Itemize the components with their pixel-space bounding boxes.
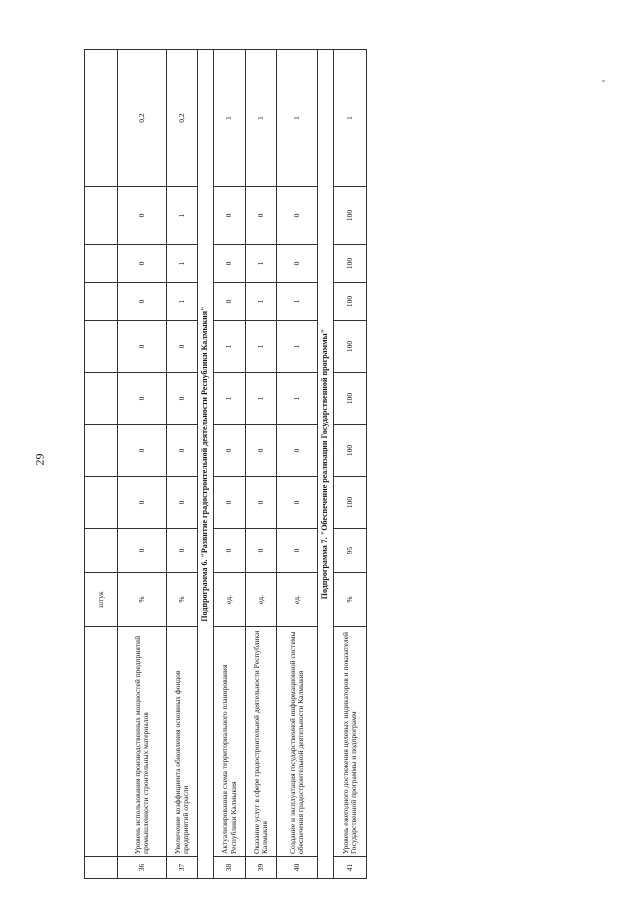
value-cell: 0 xyxy=(214,477,246,529)
unit-cell: ед. xyxy=(214,573,246,627)
subprogram-7-heading: Подпрограмма 7. "Обеспечение реализации Государственной программы" xyxy=(318,50,334,879)
value-cell: 1 xyxy=(246,321,277,373)
value-cell: 0 xyxy=(214,529,246,573)
value-cell: 0 xyxy=(246,529,277,573)
value-cell: 1 xyxy=(214,321,246,373)
value-cell: 1 xyxy=(246,50,277,187)
row-number-cell: 40 xyxy=(277,857,318,879)
value-cell: 0 xyxy=(118,477,167,529)
value-cell: 0 xyxy=(277,187,318,245)
indicator-name-cell: Уровень использования производственных мощностей предприятий промышленности строительных материалов xyxy=(118,627,167,857)
value-cell: 0 xyxy=(277,529,318,573)
row-number-cell: 38 xyxy=(214,857,246,879)
value-cell: 100 xyxy=(334,425,367,477)
unit-cell: ед. xyxy=(277,573,318,627)
value-cell: 0 xyxy=(118,373,167,425)
subprogram-heading-row xyxy=(198,50,214,879)
row-number-cell: 36 xyxy=(118,857,167,879)
table-row xyxy=(118,50,167,879)
value-cell: 100 xyxy=(334,321,367,373)
value-cell: 1 xyxy=(277,283,318,321)
value-cell: 1 xyxy=(167,245,198,283)
indicator-name-cell xyxy=(85,627,118,857)
value-cell: 100 xyxy=(334,373,367,425)
value-cell: 1 xyxy=(246,245,277,283)
row-number-cell: 37 xyxy=(167,857,198,879)
indicator-name-cell: Оказание услуг в сфере градостроительной деятельности Республики Калмыкия xyxy=(246,627,277,857)
unit-cell: % xyxy=(118,573,167,627)
value-cell: 100 xyxy=(334,477,367,529)
value-cell: 0 xyxy=(118,187,167,245)
unit-cell: штук xyxy=(85,573,118,627)
value-cell: 0 xyxy=(246,477,277,529)
value-cell: 1 xyxy=(334,50,367,187)
value-cell: 0 xyxy=(118,245,167,283)
value-cell: 0 xyxy=(167,425,198,477)
value-cell: 0 xyxy=(214,283,246,321)
value-cell: 1 xyxy=(246,373,277,425)
value-cell: 0,2 xyxy=(167,50,198,187)
unit-cell: % xyxy=(334,573,367,627)
value-cell: 0 xyxy=(167,477,198,529)
page-number: 29 xyxy=(32,453,47,466)
indicators-table xyxy=(84,49,367,879)
value-cell: 0 xyxy=(246,425,277,477)
row-number-cell: 41 xyxy=(334,857,367,879)
table-row xyxy=(246,50,277,879)
value-cell: 1 xyxy=(167,283,198,321)
row-number-cell: 39 xyxy=(246,857,277,879)
indicator-name-cell: Увеличение коэффициента обновления основных фондов предприятий отрасли xyxy=(167,627,198,857)
value-cell: 1 xyxy=(246,283,277,321)
value-cell: 1 xyxy=(277,50,318,187)
value-cell: 100 xyxy=(334,283,367,321)
value-cell: 0 xyxy=(167,373,198,425)
value-cell: 1 xyxy=(167,187,198,245)
unit-cell: % xyxy=(167,573,198,627)
value-cell: 0 xyxy=(118,425,167,477)
value-cell: 0 xyxy=(214,425,246,477)
row-number-cell xyxy=(85,857,118,879)
table-row xyxy=(277,50,318,879)
value-cell: 95 xyxy=(334,529,367,573)
indicator-name-cell: Создание и эксплуатация государственной информационной системы обеспечения градостроительной деятельности Калмыкия xyxy=(277,627,318,857)
value-cell: 0 xyxy=(277,477,318,529)
table-row xyxy=(167,50,198,879)
scan-artifact xyxy=(602,80,605,82)
table-row xyxy=(214,50,246,879)
value-cell: 0 xyxy=(277,245,318,283)
value-cell: 1 xyxy=(277,321,318,373)
value-cell: 0,2 xyxy=(118,50,167,187)
indicator-name-cell: Актуализированная схема территориального планирования Республики Калмыкия xyxy=(214,627,246,857)
subprogram-heading-row xyxy=(318,50,334,879)
value-cell: 1 xyxy=(214,50,246,187)
value-cell: 0 xyxy=(167,321,198,373)
unit-cell: ед. xyxy=(246,573,277,627)
value-cell: 0 xyxy=(118,529,167,573)
value-cell: 0 xyxy=(246,187,277,245)
value-cell: 0 xyxy=(118,321,167,373)
value-cell: 0 xyxy=(214,245,246,283)
value-cell: 0 xyxy=(167,529,198,573)
table-row xyxy=(334,50,367,879)
rotated-table-container xyxy=(84,50,372,879)
table-row xyxy=(85,50,118,879)
value-cell: 100 xyxy=(334,245,367,283)
value-cell: 0 xyxy=(118,283,167,321)
indicator-name-cell: Уровень ежегодного достижения целевых индикаторов и показателей Государственной программы и подпрограмм xyxy=(334,627,367,857)
value-cell: 100 xyxy=(334,187,367,245)
value-cell: 1 xyxy=(214,373,246,425)
value-cell: 0 xyxy=(214,187,246,245)
value-cell: 0 xyxy=(277,425,318,477)
subprogram-6-heading: Подпрограмма 6. "Развитие градостроительной деятельности Республики Калмыкия" xyxy=(198,50,214,879)
value-cell: 1 xyxy=(277,373,318,425)
